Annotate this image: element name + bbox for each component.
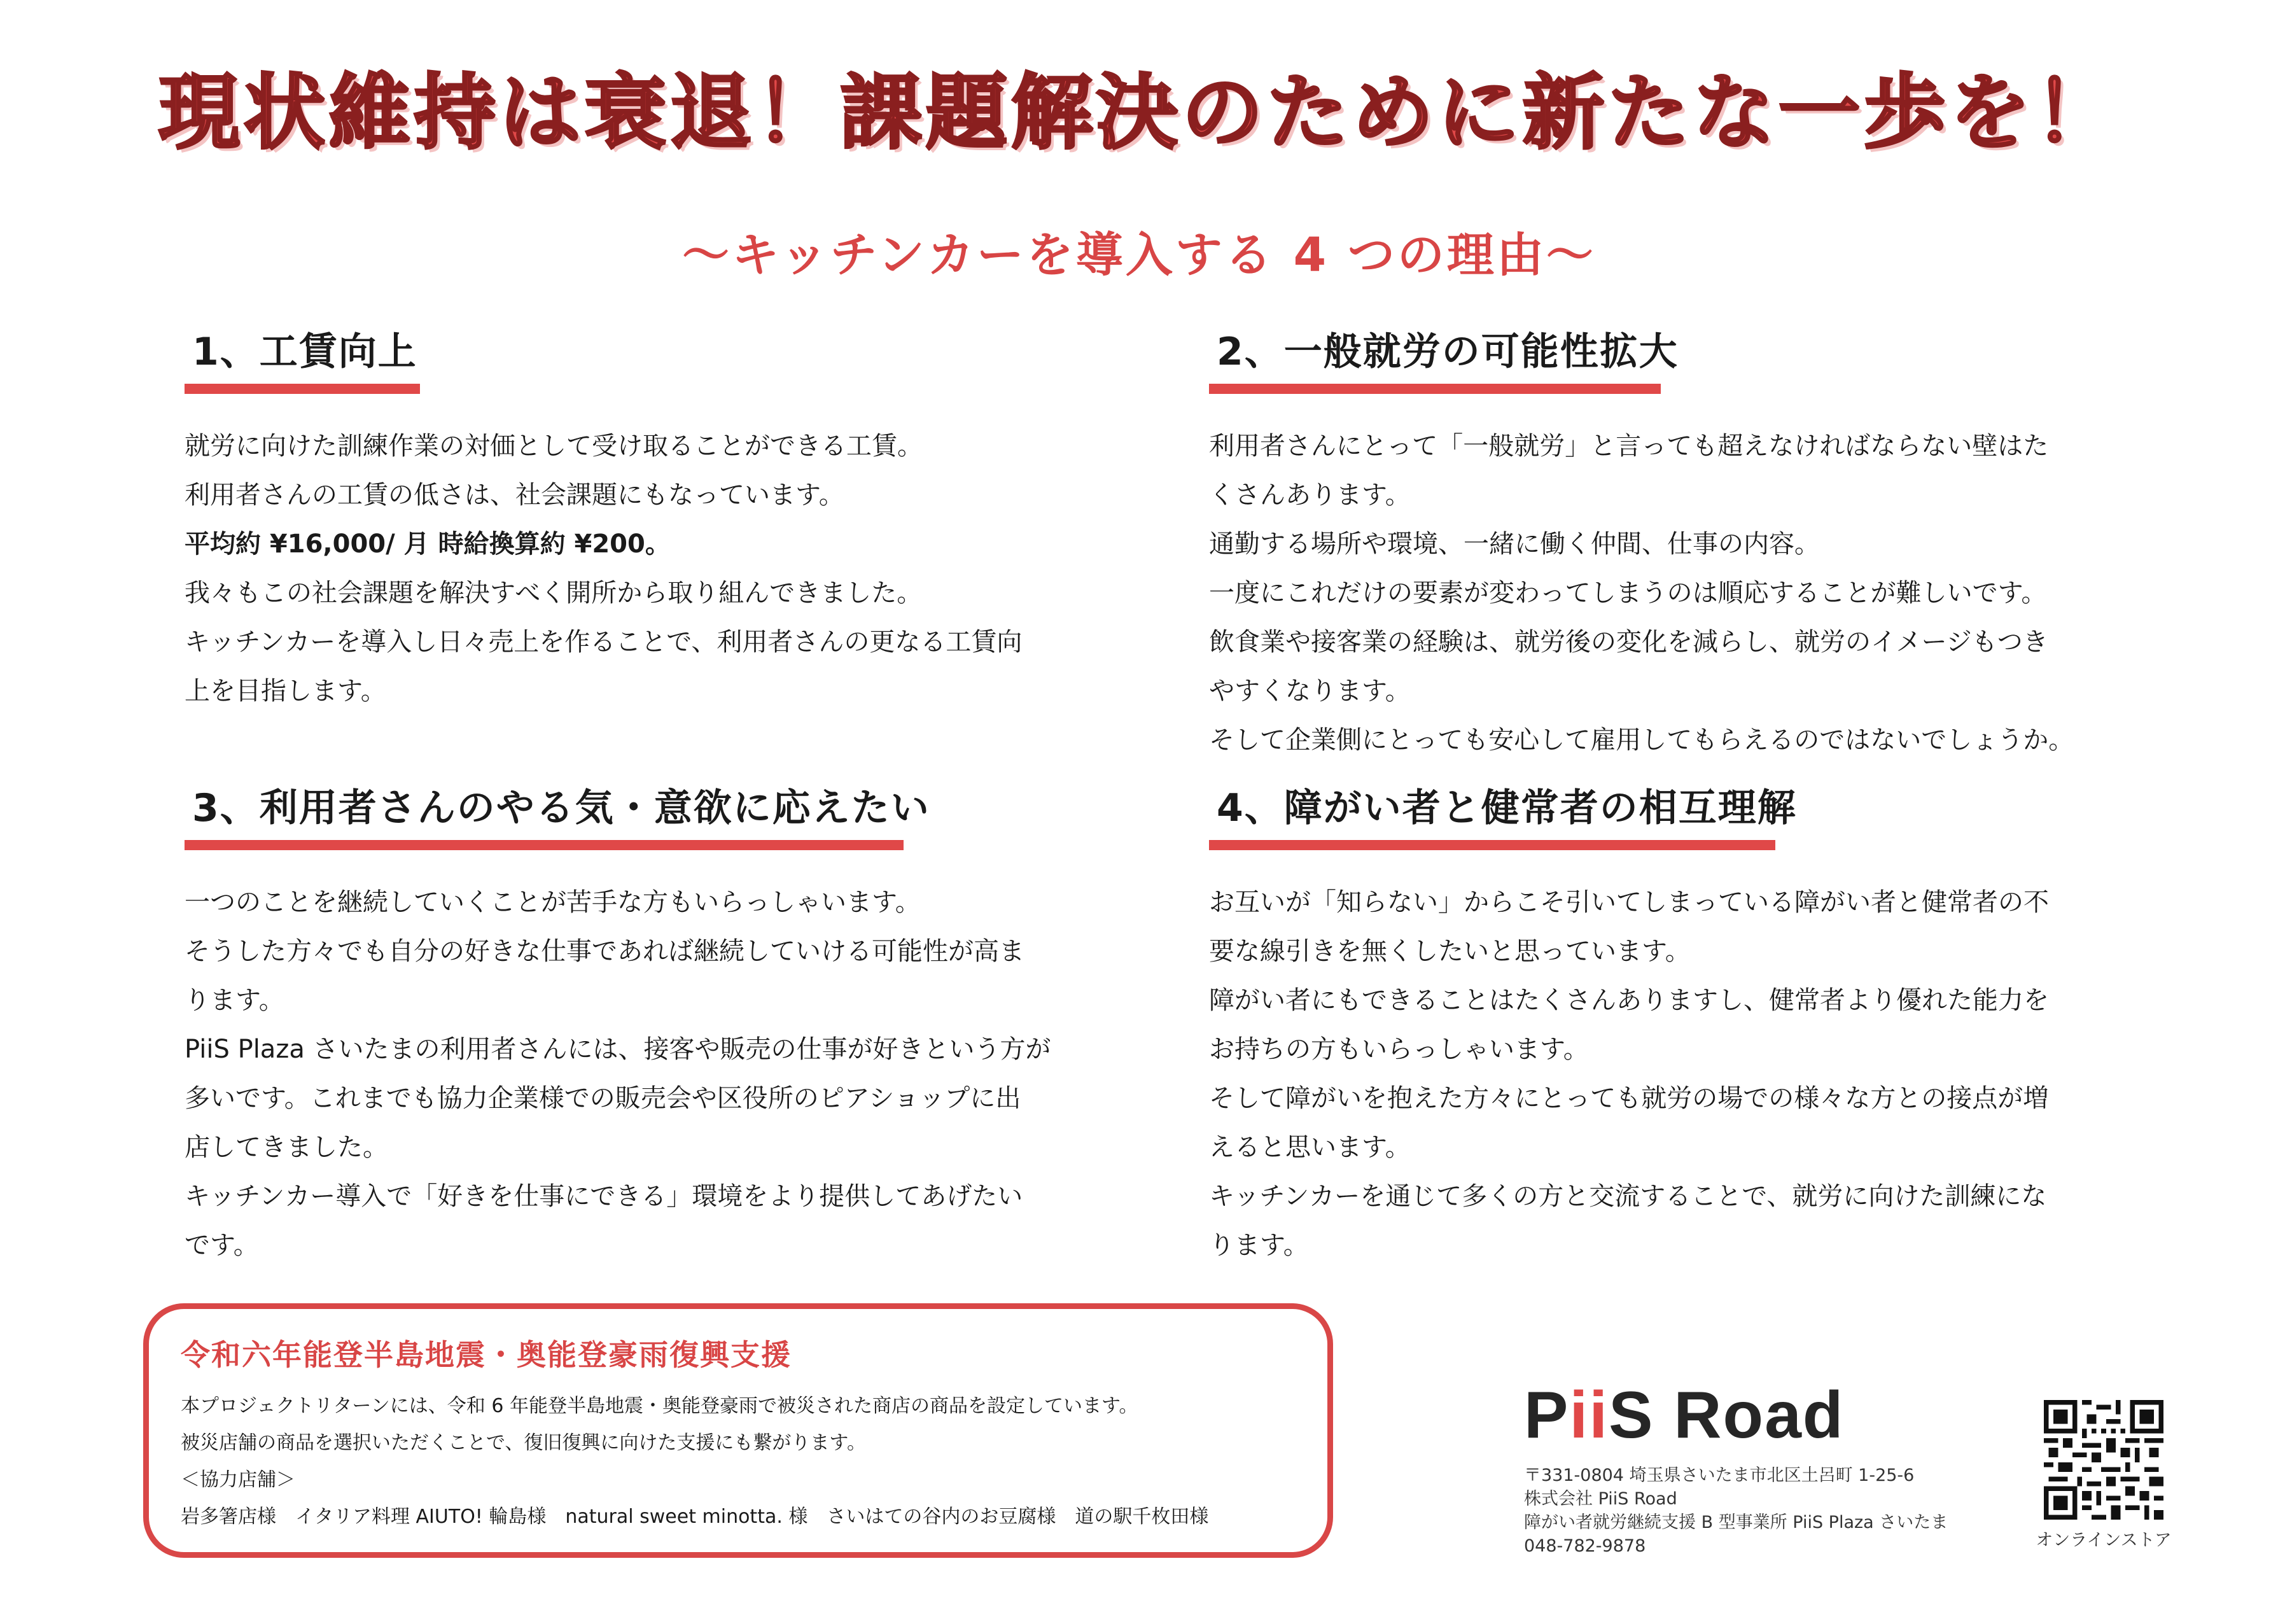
company-facility: 障がい者就労継続支援 B 型事業所 PiiS Plaza さいたま: [1524, 1513, 1948, 1532]
qr-code-label: オンラインストア: [2036, 1530, 2172, 1550]
section-2: [1209, 321, 2074, 765]
section-1-heading: 1、工賃向上: [192, 330, 417, 374]
section-3-body: [185, 878, 1051, 1270]
section-1-line: 我々もこの社会課題を解決すべく開所から取り組んできました。: [185, 578, 923, 608]
section-2-line: 通勤する場所や環境、一緒に働く仲間、仕事の内容。: [1209, 529, 1820, 559]
logo-text-pre: P: [1524, 1378, 1570, 1452]
section-1-underline: [185, 384, 420, 394]
page-subtitle: 〜キッチンカーを導入する 4 つの理由〜: [682, 228, 1596, 283]
section-2-line: 飲食業や接客業の経験は、就労後の変化を減らし、就労のイメージもつき: [1209, 627, 2048, 657]
support-notice-title: 令和六年能登半島地震・奥能登豪雨復興支援: [181, 1338, 792, 1372]
section-1-line: 利用者さんの工賃の低さは、社会課題にもなっています。: [185, 480, 844, 510]
section-3-line: ります。: [185, 986, 284, 1015]
section-4-line: 障がい者にもできることはたくさんありますし、健常者より優れた能力を: [1209, 986, 2049, 1015]
section-4-heading: 4、障がい者と健常者の相互理解: [1217, 786, 1797, 830]
section-1-heading-wrap: [185, 321, 420, 394]
section-2-line: 一度にこれだけの要素が変わってしまうのは順応することが難しいです。: [1209, 578, 2047, 608]
section-2-line: そして企業側にとっても安心して雇用してもらえるのではないでしょうか。: [1209, 725, 2074, 755]
section-3-line: 多いです。これまでも協力企業様での販売会や区役所のピアショップに出: [185, 1084, 1021, 1113]
section-3-line: です。: [185, 1231, 259, 1260]
section-3-line: PiiS Plaza さいたまの利用者さんには、接客や販売の仕事が好きという方が: [185, 1035, 1051, 1064]
section-2-line: 利用者さんにとって「一般就労」と言っても超えなければならない壁はた: [1209, 431, 2049, 461]
section-3-line: 一つのことを継続していくことが苦手な方もいらっしゃいます。: [185, 888, 921, 917]
section-3-heading-wrap: [185, 778, 930, 850]
company-address: 〒331-0804 埼玉県さいたま市北区土呂町 1-25-6: [1524, 1466, 1915, 1485]
section-2-line: くさんあります。: [1209, 480, 1411, 510]
section-3-line: そうした方々でも自分の好きな仕事であれば継続していける可能性が高ま: [185, 937, 1024, 966]
section-3-heading: 3、利用者さんのやる気・意欲に応えたい: [192, 786, 930, 830]
section-2-heading: 2、一般就労の可能性拡大: [1217, 330, 1679, 374]
section-4-heading-wrap: [1209, 778, 1797, 850]
section-4-line: キッチンカーを通じて多くの方と交流することで、就労に向けた訓練にな: [1209, 1182, 2047, 1211]
section-4-line: お持ちの方もいらっしゃいます。: [1209, 1035, 1589, 1064]
section-1: [185, 321, 1022, 716]
section-2-underline: [1209, 384, 1661, 394]
page-title: 現状維持は衰退！課題解決のために新たな一歩を！: [158, 66, 2120, 160]
support-notice-line: 岩多箸店様 イタリア料理 AIUTO! 輪島様 natural sweet minotta. 様 さいはての谷内のお豆腐様 道の駅千枚田様: [181, 1506, 1209, 1528]
support-notice-line: ＜協力店舗＞: [181, 1469, 295, 1491]
section-4-line: ります。: [1209, 1231, 1309, 1260]
section-3-underline: [185, 840, 904, 850]
section-1-line: 就労に向けた訓練作業の対価として受け取ることができる工賃。: [185, 431, 923, 461]
support-notice-box: [143, 1303, 1333, 1558]
section-2-body: [1209, 422, 2074, 765]
logo-text-dots: ii: [1569, 1378, 1609, 1452]
company-info: [1524, 1464, 1948, 1558]
section-2-line: やすくなります。: [1209, 676, 1411, 706]
section-4-line: えると思います。: [1209, 1133, 1411, 1162]
section-3-line: キッチンカー導入で「好きを仕事にできる」環境をより提供してあげたい: [185, 1182, 1023, 1211]
support-notice-body: [181, 1388, 1296, 1536]
piis-road-logo: [1524, 1378, 1844, 1453]
section-3-line: 店してきました。: [185, 1133, 388, 1162]
section-3: [185, 778, 1051, 1270]
section-4-body: [1209, 878, 2049, 1270]
logo-text-post: S Road: [1609, 1378, 1845, 1452]
section-1-line: 平均約 ¥16,000/ 月 時給換算約 ¥200。: [185, 529, 671, 559]
section-2-heading-wrap: [1209, 321, 1679, 394]
qr-code-icon[interactable]: [2044, 1400, 2163, 1520]
section-4-line: そして障がいを抱えた方々にとっても就労の場での様々な方との接点が増: [1209, 1084, 2049, 1113]
section-4: [1209, 778, 2049, 1270]
section-4-underline: [1209, 840, 1775, 850]
company-name: 株式会社 PiiS Road: [1524, 1489, 1677, 1509]
section-1-body: [185, 422, 1022, 716]
support-notice-line: 本プロジェクトリターンには、令和 6 年能登半島地震・奥能登豪雨で被災された商店の商品を設定しています。: [181, 1395, 1138, 1417]
section-1-line: 上を目指します。: [185, 676, 386, 706]
section-4-line: お互いが「知らない」からこそ引いてしまっている障がい者と健常者の不: [1209, 888, 2049, 917]
section-1-line: キッチンカーを導入し日々売上を作ることで、利用者さんの更なる工賃向: [185, 627, 1023, 657]
company-phone: 048-782-9878: [1524, 1536, 1646, 1556]
support-notice-line: 被災店舗の商品を選択いただくことで、復旧復興に向けた支援にも繋がります。: [181, 1432, 866, 1454]
section-4-line: 要な線引きを無くしたいと思っています。: [1209, 937, 1691, 966]
